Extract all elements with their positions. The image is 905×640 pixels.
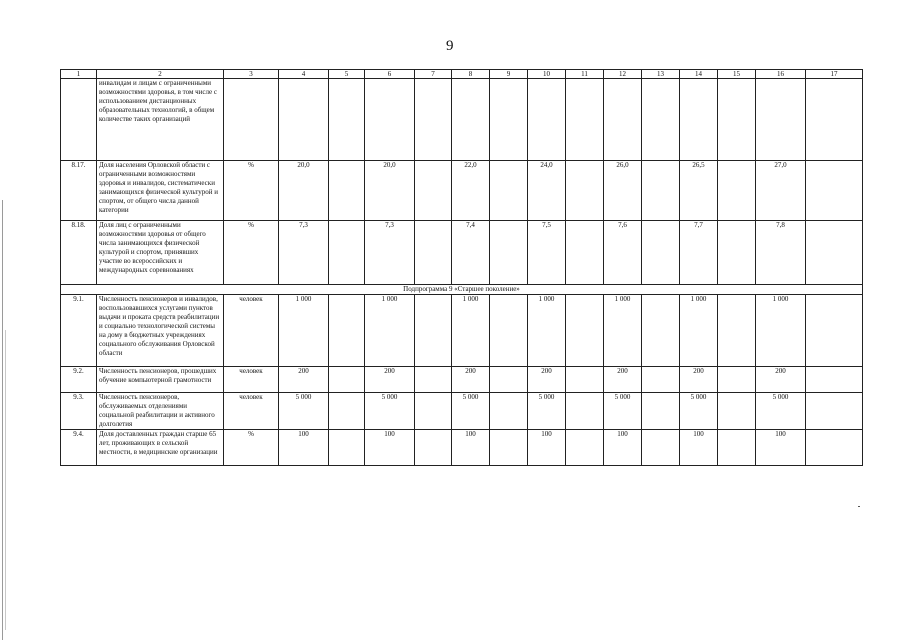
row-number-cell xyxy=(61,79,97,161)
value-cell: 200 xyxy=(528,367,566,393)
row-number-cell: 9.3. xyxy=(61,393,97,430)
value-cell xyxy=(329,430,365,466)
value-cell xyxy=(642,161,680,221)
indicators-table xyxy=(60,69,863,466)
column-number-cell: 11 xyxy=(566,70,604,79)
value-cell xyxy=(415,79,452,161)
value-cell: 27,0 xyxy=(756,161,806,221)
value-cell: 100 xyxy=(528,430,566,466)
value-cell xyxy=(718,221,756,285)
scan-speck xyxy=(858,506,860,507)
value-cell xyxy=(566,367,604,393)
unit-cell xyxy=(224,79,279,161)
column-number-cell: 8 xyxy=(452,70,490,79)
value-cell: 100 xyxy=(452,430,490,466)
table-row xyxy=(61,393,863,430)
value-cell: 5 000 xyxy=(452,393,490,430)
table-row xyxy=(61,161,863,221)
value-cell: 7,3 xyxy=(365,221,415,285)
value-cell xyxy=(806,161,863,221)
subprogram-header-row xyxy=(61,285,863,295)
value-cell xyxy=(680,79,718,161)
value-cell xyxy=(452,79,490,161)
value-cell xyxy=(806,221,863,285)
value-cell: 7,7 xyxy=(680,221,718,285)
table-row xyxy=(61,295,863,367)
value-cell xyxy=(365,79,415,161)
value-cell xyxy=(415,367,452,393)
value-cell xyxy=(566,161,604,221)
row-number-cell: 9.4. xyxy=(61,430,97,466)
value-cell xyxy=(528,79,566,161)
unit-cell: % xyxy=(224,430,279,466)
value-cell: 26,0 xyxy=(604,161,642,221)
value-cell xyxy=(490,367,528,393)
value-cell xyxy=(806,367,863,393)
table-row xyxy=(61,430,863,466)
value-cell xyxy=(718,161,756,221)
value-cell: 1 000 xyxy=(365,295,415,367)
table-row xyxy=(61,367,863,393)
indicator-name-cell: инвалидам и лицам с ограниченными возможностями здоровья, в том числе с использованием дистанционных образовательных технологий, в общем количестве таких организаций xyxy=(97,79,224,161)
column-number-cell: 17 xyxy=(806,70,863,79)
indicator-name-cell: Доля лиц с ограниченными возможностями здоровья от общего числа занимающихся физической культурой и спортом, принявших участие во всероссийских и международных соревнованиях xyxy=(97,221,224,285)
value-cell xyxy=(718,367,756,393)
value-cell xyxy=(718,393,756,430)
value-cell: 100 xyxy=(604,430,642,466)
value-cell: 100 xyxy=(279,430,329,466)
value-cell xyxy=(415,295,452,367)
table-row xyxy=(61,79,863,161)
unit-cell: % xyxy=(224,221,279,285)
value-cell xyxy=(490,295,528,367)
value-cell: 26,5 xyxy=(680,161,718,221)
value-cell xyxy=(566,79,604,161)
value-cell: 5 000 xyxy=(365,393,415,430)
unit-cell: % xyxy=(224,161,279,221)
value-cell: 7,8 xyxy=(756,221,806,285)
value-cell xyxy=(718,79,756,161)
value-cell xyxy=(490,430,528,466)
scan-edge-line xyxy=(2,200,3,640)
value-cell xyxy=(329,367,365,393)
row-number-cell: 9.1. xyxy=(61,295,97,367)
value-cell xyxy=(490,393,528,430)
value-cell: 1 000 xyxy=(756,295,806,367)
value-cell: 20,0 xyxy=(279,161,329,221)
column-number-cell: 3 xyxy=(224,70,279,79)
value-cell: 7,3 xyxy=(279,221,329,285)
value-cell xyxy=(329,295,365,367)
value-cell: 200 xyxy=(756,367,806,393)
unit-cell: человек xyxy=(224,393,279,430)
value-cell: 100 xyxy=(365,430,415,466)
value-cell xyxy=(718,430,756,466)
value-cell xyxy=(329,393,365,430)
column-number-cell: 5 xyxy=(329,70,365,79)
value-cell xyxy=(756,79,806,161)
value-cell: 20,0 xyxy=(365,161,415,221)
column-number-row xyxy=(61,70,863,79)
value-cell: 7,4 xyxy=(452,221,490,285)
value-cell xyxy=(718,295,756,367)
indicator-name-cell: Численность пенсионеров, прошедших обучение компьютерной грамотности xyxy=(97,367,224,393)
value-cell: 200 xyxy=(452,367,490,393)
value-cell: 7,6 xyxy=(604,221,642,285)
value-cell: 100 xyxy=(680,430,718,466)
indicator-name-cell: Доля доставленных граждан старше 65 лет, проживающих в сельской местности, в медицинские организации xyxy=(97,430,224,466)
column-number-cell: 15 xyxy=(718,70,756,79)
value-cell xyxy=(566,221,604,285)
value-cell: 5 000 xyxy=(528,393,566,430)
value-cell xyxy=(490,79,528,161)
value-cell xyxy=(329,161,365,221)
value-cell xyxy=(642,79,680,161)
value-cell: 1 000 xyxy=(452,295,490,367)
unit-cell: человек xyxy=(224,367,279,393)
value-cell xyxy=(642,393,680,430)
value-cell: 200 xyxy=(604,367,642,393)
value-cell xyxy=(329,79,365,161)
row-number-cell: 8.18. xyxy=(61,221,97,285)
row-number-cell: 9.2. xyxy=(61,367,97,393)
column-number-cell: 4 xyxy=(279,70,329,79)
value-cell: 200 xyxy=(680,367,718,393)
subprogram-title: Подпрограмма 9 «Старшее поколение» xyxy=(61,285,863,295)
value-cell: 22,0 xyxy=(452,161,490,221)
value-cell xyxy=(490,161,528,221)
column-number-cell: 6 xyxy=(365,70,415,79)
indicator-name-cell: Численность пенсионеров и инвалидов, воспользовавшихся услугами пунктов выдачи и проката средств реабилитации и социально технологической системы на дому в бюджетных учреждениях социального обслуживания Орловской области xyxy=(97,295,224,367)
value-cell xyxy=(490,221,528,285)
value-cell xyxy=(415,221,452,285)
column-number-cell: 7 xyxy=(415,70,452,79)
value-cell xyxy=(642,295,680,367)
value-cell: 5 000 xyxy=(279,393,329,430)
value-cell xyxy=(806,79,863,161)
value-cell xyxy=(604,79,642,161)
value-cell: 200 xyxy=(279,367,329,393)
value-cell: 5 000 xyxy=(604,393,642,430)
column-number-cell: 16 xyxy=(756,70,806,79)
value-cell: 5 000 xyxy=(680,393,718,430)
value-cell xyxy=(415,393,452,430)
value-cell xyxy=(566,295,604,367)
column-number-cell: 13 xyxy=(642,70,680,79)
value-cell: 100 xyxy=(756,430,806,466)
value-cell xyxy=(642,221,680,285)
unit-cell: человек xyxy=(224,295,279,367)
column-number-cell: 1 xyxy=(61,70,97,79)
value-cell xyxy=(806,393,863,430)
value-cell: 200 xyxy=(365,367,415,393)
value-cell xyxy=(642,430,680,466)
value-cell xyxy=(806,430,863,466)
column-number-cell: 10 xyxy=(528,70,566,79)
column-number-cell: 2 xyxy=(97,70,224,79)
scan-edge-line-faint xyxy=(5,330,6,630)
value-cell xyxy=(279,79,329,161)
value-cell xyxy=(642,367,680,393)
value-cell xyxy=(566,393,604,430)
column-number-cell: 9 xyxy=(490,70,528,79)
value-cell: 1 000 xyxy=(604,295,642,367)
column-number-cell: 14 xyxy=(680,70,718,79)
indicator-name-cell: Численность пенсионеров, обслуживаемых отделениями социальной реабилитации и активного долголетия xyxy=(97,393,224,430)
value-cell: 1 000 xyxy=(680,295,718,367)
value-cell xyxy=(415,161,452,221)
value-cell: 1 000 xyxy=(528,295,566,367)
page-number: 9 xyxy=(446,38,454,54)
value-cell xyxy=(415,430,452,466)
value-cell xyxy=(329,221,365,285)
value-cell: 24,0 xyxy=(528,161,566,221)
value-cell: 5 000 xyxy=(756,393,806,430)
row-number-cell: 8.17. xyxy=(61,161,97,221)
value-cell: 7,5 xyxy=(528,221,566,285)
table-row xyxy=(61,221,863,285)
value-cell xyxy=(566,430,604,466)
column-number-cell: 12 xyxy=(604,70,642,79)
value-cell xyxy=(806,295,863,367)
indicator-name-cell: Доля населения Орловской области с ограниченными возможностями здоровья и инвалидов, систематически занимающихся физической культурой и спортом, от общего числа данной категории xyxy=(97,161,224,221)
value-cell: 1 000 xyxy=(279,295,329,367)
